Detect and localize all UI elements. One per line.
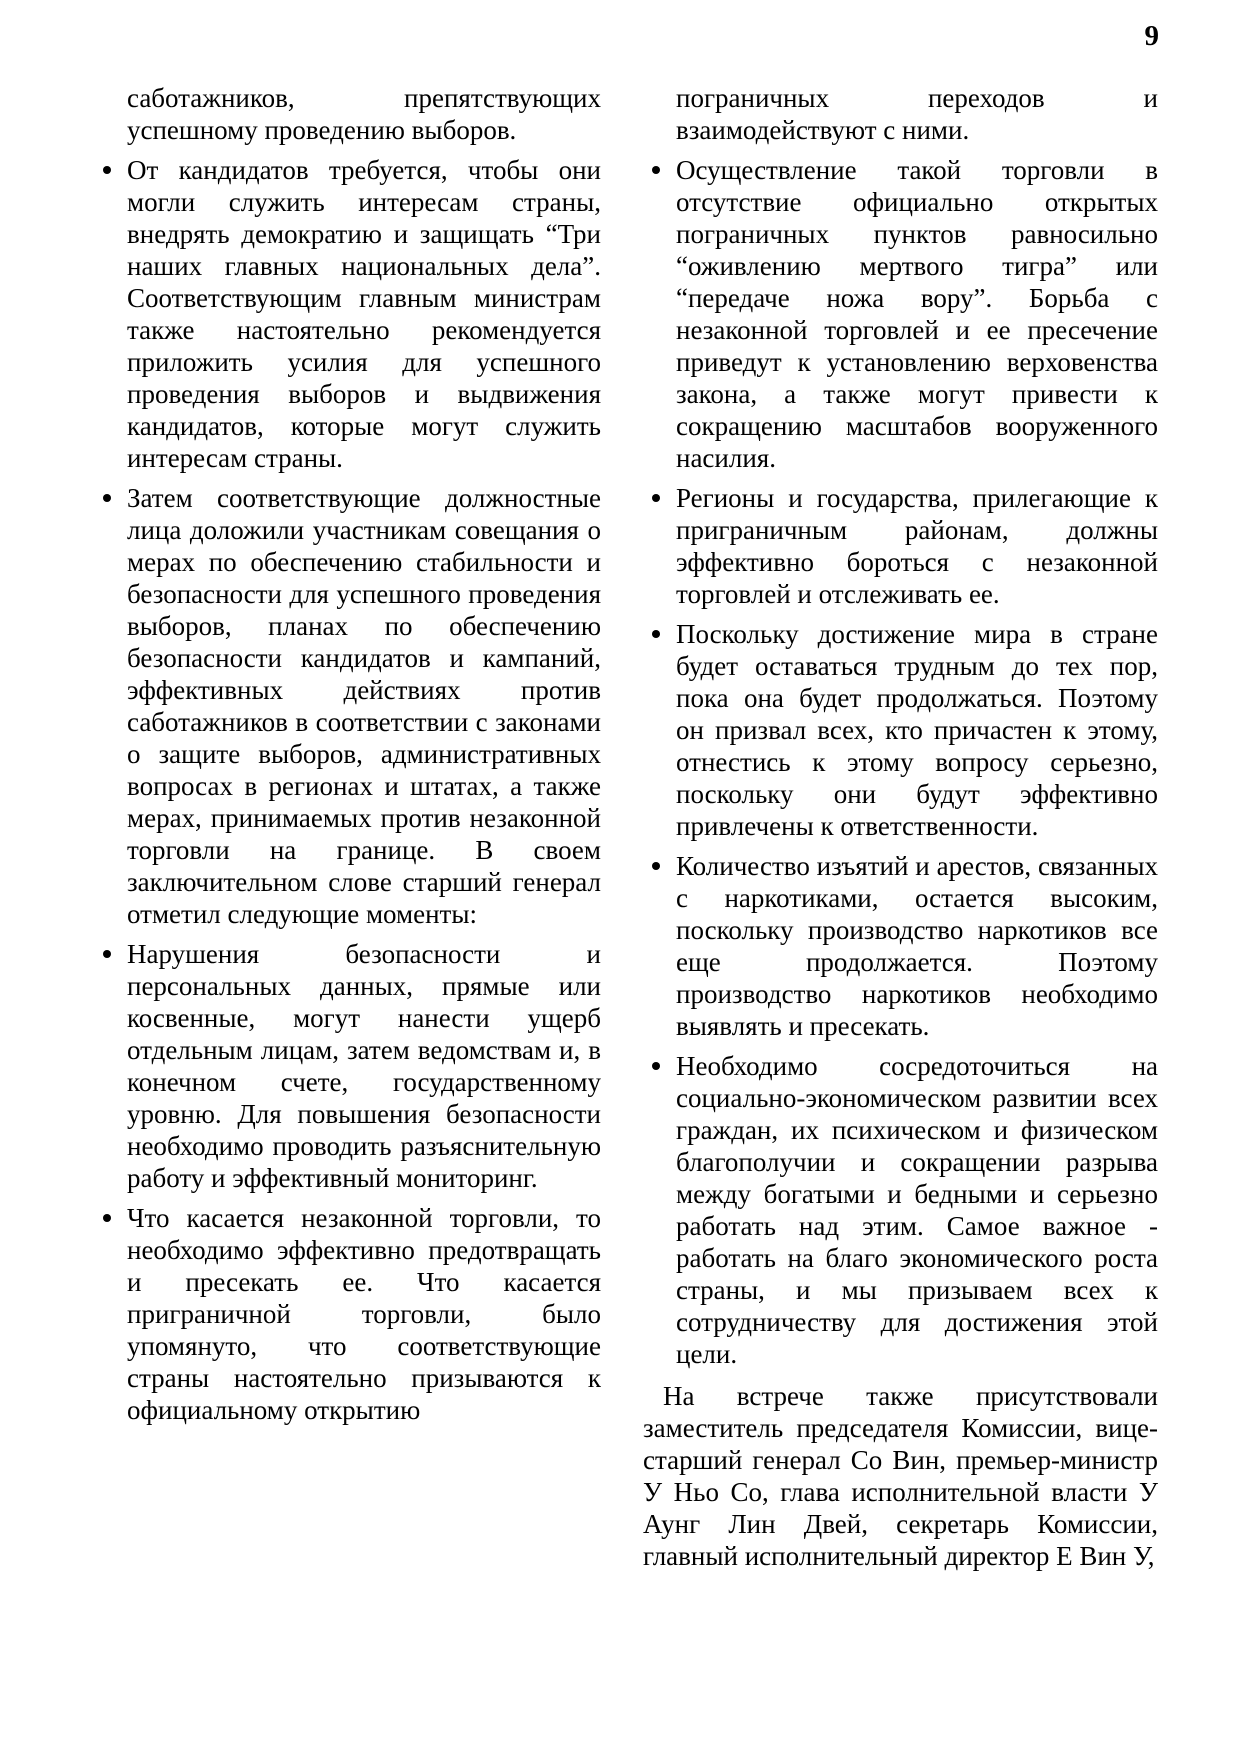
left-column xyxy=(94,82,601,1434)
bullet-dot-icon xyxy=(652,494,660,502)
list-item xyxy=(94,1202,601,1426)
bullet-dot-icon xyxy=(103,950,111,958)
list-item xyxy=(94,482,601,930)
list-item xyxy=(94,154,601,474)
right-column xyxy=(643,82,1158,1580)
bullet-text: Регионы и государства, прилегающие к приграничным районам, должны эффективно бороться с незаконной торговлей и отслеживать ее. xyxy=(676,483,1158,609)
bullet-text: Что касается незаконной торговли, то необходимо эффективно предотвращать и пресекать ее. Что касается приграничной торговли, было упомянуто, что соответствующие страны настоятельно призываются к официальному открытию xyxy=(127,1203,601,1425)
bullet-dot-icon xyxy=(652,1062,660,1070)
page-number: 9 xyxy=(1144,20,1159,52)
list-item xyxy=(643,618,1158,842)
bullet-dot-icon xyxy=(103,494,111,502)
paragraph-text: пограничных переходов и взаимодействуют с ними. xyxy=(676,83,1158,145)
bullet-text: Затем соответствующие должностные лица доложили участникам совещания о мерах по обеспечению стабильности и безопасности для успешного проведения выборов, планах по обеспечению безопасности кандидатов и кампаний, эффективных действиях против саботажников в соответствии с законами о защите выборов, административных вопросах в регионах и штатах, а также мерах, принимаемых против незаконной торговли на границе. В своем заключительном слове старший генерал отметил следующие моменты: xyxy=(127,483,601,929)
list-item xyxy=(643,850,1158,1042)
list-item xyxy=(643,1050,1158,1370)
list-item xyxy=(643,482,1158,610)
continuation-paragraph xyxy=(94,82,601,146)
bullet-dot-icon xyxy=(103,1214,111,1222)
bullet-text: Осуществление такой торговли в отсутствие официально открытых пограничных пунктов равносильно “оживлению мертвого тигра” или “передаче ножа вору”. Борьба с незаконной торговлей и ее пресечение приведут к установлению верховенства закона, а также могут привести к сокращению масштабов вооруженного насилия. xyxy=(676,155,1158,473)
bullet-text: Необходимо сосредоточиться на социально-экономическом развитии всех граждан, их психическом и физическом благополучии и сокращении разрыва между богатыми и бедными и серьезно работать над этим. Самое важное - работать на благо экономического роста страны, и мы призываем всех к сотрудничеству для достижения этой цели. xyxy=(676,1051,1158,1369)
paragraph-text: саботажников, препятствующих успешному проведению выборов. xyxy=(127,83,601,145)
continuation-paragraph xyxy=(643,82,1158,146)
bullet-dot-icon xyxy=(652,166,660,174)
bullet-text: От кандидатов требуется, чтобы они могли служить интересам страны, внедрять демократию и защищать “Три наших главных национальных дела”. Соответствующим главным министрам также настоятельно рекомендуется приложить усилия для успешного проведения выборов и выдвижения кандидатов, которые могут служить интересам страны. xyxy=(127,155,601,473)
bullet-dot-icon xyxy=(652,630,660,638)
list-item xyxy=(94,938,601,1194)
closing-paragraph xyxy=(643,1380,1158,1572)
bullet-dot-icon xyxy=(103,166,111,174)
bullet-text: Количество изъятий и арестов, связанных с наркотиками, остается высоким, поскольку производство наркотиков все еще продолжается. Поэтому производство наркотиков необходимо выявлять и пресекать. xyxy=(676,851,1158,1041)
list-item xyxy=(643,154,1158,474)
paragraph-text: На встрече также присутствовали заместитель председателя Комиссии, вице-старший генерал Со Вин, премьер-министр У Ньо Со, глава исполнительной власти У Аунг Лин Двей, секретарь Комиссии, главный исполнительный директор Е Вин У, xyxy=(643,1381,1158,1571)
bullet-dot-icon xyxy=(652,862,660,870)
bullet-text: Поскольку достижение мира в стране будет оставаться трудным до тех пор, пока она будет продолжаться. Поэтому он призвал всех, кто причастен к этому, отнестись к этому вопросу серьезно, поскольку они будут эффективно привлечены к ответственности. xyxy=(676,619,1158,841)
bullet-text: Нарушения безопасности и персональных данных, прямые или косвенные, могут нанести ущерб отдельным лицам, затем ведомствам и, в конечном счете, государственному уровню. Для повышения безопасности необходимо проводить разъяснительную работу и эффективный мониторинг. xyxy=(127,939,601,1193)
